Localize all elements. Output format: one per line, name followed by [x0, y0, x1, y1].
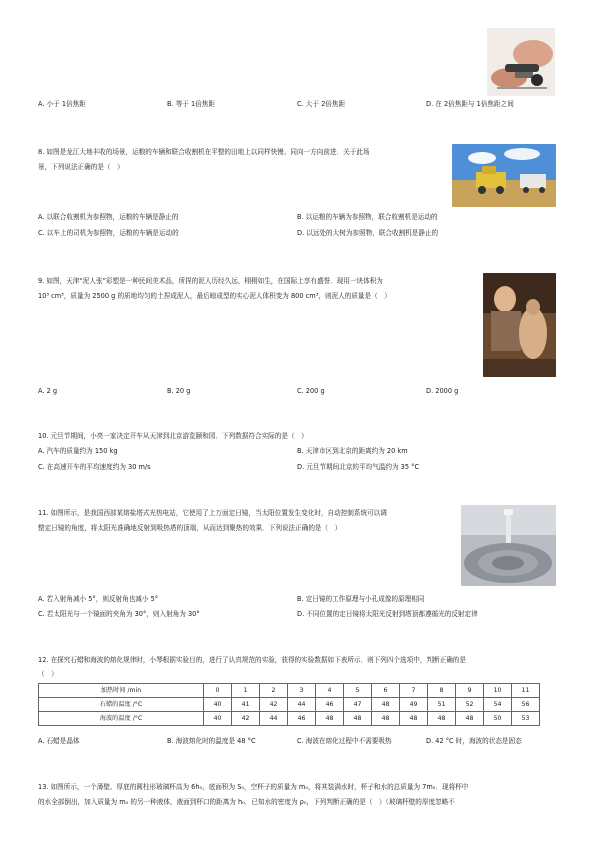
- q12-option-b: B. 海波熔化时的温度是 48 °C: [167, 737, 256, 745]
- q7-option-a: A. 小于 1倍焦距: [38, 100, 86, 108]
- table-cell: 48: [428, 712, 456, 726]
- table-row-header: 海波的温度 /°C: [39, 712, 204, 726]
- q9-option-b: B. 20 g: [167, 387, 191, 395]
- q12-stem-line2: （ ）: [38, 670, 58, 678]
- table-cell: 44: [260, 712, 288, 726]
- q11-solar-tower-photo: [461, 505, 556, 586]
- q11-option-c: C. 若太阳光与一个镜面的夹角为 30°，则入射角为 30°: [38, 610, 200, 618]
- table-cell: 48: [456, 712, 484, 726]
- q11-option-d: D. 不同位置的定日镜将太阳光反射到塔顶都遵循光的反射定律: [297, 610, 478, 618]
- q11-stem-line1: 11. 如图所示，是我国西部某熔盐塔式光热电站，它使用了上万面定日镜，当太阳位置发生变化时，自动控制系统可以调: [38, 509, 387, 517]
- table-cell: 3: [288, 684, 316, 698]
- q12-data-table: [38, 683, 540, 726]
- table-cell: 2: [260, 684, 288, 698]
- q7-option-d: D. 在 2倍焦距与 1倍焦距之间: [426, 100, 514, 108]
- q10-option-a: A. 汽车的质量约为 150 kg: [38, 447, 118, 455]
- table-cell: 42: [260, 698, 288, 712]
- table-cell: 7: [400, 684, 428, 698]
- table-cell: 5: [344, 684, 372, 698]
- table-cell: 48: [344, 712, 372, 726]
- table-cell: 48: [316, 712, 344, 726]
- q8-option-c: C. 以车上的司机为参照物，运粮的车辆是运动的: [38, 229, 179, 237]
- q13-stem-line1: 13. 如图所示，一个薄壁、厚底的圆柱形玻璃杯高为 6h₀，底面积为 S₀，空杯子的质量为 m₀，将其装满水时，杯子和水的总质量为 7m₀．现将杯中: [38, 783, 469, 791]
- q7-option-c: C. 大于 2倍焦距: [297, 100, 346, 108]
- q9-stem-line1: 9. 如图，天津“泥人张”彩塑是一种民间美术品，所捏的泥人历经久远，栩栩如生，在国际上享有盛誉．现用一块体积为: [38, 277, 383, 285]
- table-cell: 56: [512, 698, 540, 712]
- table-row: [39, 698, 540, 712]
- q9-option-d: D. 2000 g: [426, 387, 459, 395]
- q10-stem: 10. 元旦节期间，小亮一家决定开车从天津到北京游览颐和园．下列数据符合实际的是（ ）: [38, 432, 308, 440]
- table-cell: 42: [232, 712, 260, 726]
- q12-option-d: D. 42 °C 时，海波的状态是固态: [426, 737, 522, 745]
- q11-option-a: A. 若入射角减小 5°，则反射角也减小 5°: [38, 595, 159, 603]
- table-cell: 48: [372, 712, 400, 726]
- table-cell: 51: [428, 698, 456, 712]
- q8-option-b: B. 以运粮的车辆为参照物，联合收割机是运动的: [297, 213, 438, 221]
- table-cell: 9: [456, 684, 484, 698]
- table-cell: 48: [400, 712, 428, 726]
- table-cell: 40: [204, 712, 232, 726]
- q12-option-c: C. 海波在熔化过程中不需要吸热: [297, 737, 392, 745]
- table-cell: 49: [400, 698, 428, 712]
- q7-option-b: B. 等于 1倍焦距: [167, 100, 215, 108]
- table-cell: 41: [232, 698, 260, 712]
- q7-photo: [487, 28, 555, 96]
- q9-stem-line2: 10³ cm³，质量为 2500 g 的质地均匀的土捏成泥人，最后晾成型的实心泥人体积变为 800 cm³，则泥人的质量是（ ）: [38, 292, 391, 300]
- table-cell: 6: [372, 684, 400, 698]
- q8-stem-line2: 景，下列说法正确的是（ ）: [38, 163, 124, 171]
- q9-option-c: C. 200 g: [297, 387, 325, 395]
- table-cell: 0: [204, 684, 232, 698]
- table-cell: 1: [232, 684, 260, 698]
- q9-option-a: A. 2 g: [38, 387, 58, 395]
- table-row: [39, 712, 540, 726]
- table-row: [39, 684, 540, 698]
- q8-harvest-photo: [452, 144, 556, 207]
- table-cell: 10: [484, 684, 512, 698]
- q11-option-b: B. 定日镜的工作原理与小孔成像的原理相同: [297, 595, 425, 603]
- table-cell: 40: [204, 698, 232, 712]
- table-cell: 54: [484, 698, 512, 712]
- table-cell: 4: [316, 684, 344, 698]
- table-cell: 53: [512, 712, 540, 726]
- table-cell: 47: [344, 698, 372, 712]
- table-cell: 52: [456, 698, 484, 712]
- q13-stem-line2: 的水全部倒出，加入质量为 m₀ 的另一种液体，液面到杯口的距离为 h₀．已知水的密度为 ρ₀，下列判断正确的是（ ）（玻璃杯壁的厚度忽略不: [38, 798, 455, 806]
- q11-stem-line2: 整定日镜的角度，将太阳光准确地反射到吸热塔的顶端，从而达到聚热的效果．下列说法正确的是（ ）: [38, 524, 342, 532]
- q9-clay-figure-photo: [483, 273, 556, 377]
- q10-option-b: B. 天津市区到北京的距离约为 20 km: [297, 447, 408, 455]
- q10-option-c: C. 在高速开车的平均速度约为 30 m/s: [38, 463, 151, 471]
- table-cell: 46: [288, 712, 316, 726]
- table-cell: 11: [512, 684, 540, 698]
- table-cell: 8: [428, 684, 456, 698]
- table-cell: 50: [484, 712, 512, 726]
- table-cell: 46: [316, 698, 344, 712]
- q12-option-a: A. 石蜡是晶体: [38, 737, 80, 745]
- q10-option-d: D. 元旦节期间北京的平均气温约为 35 °C: [297, 463, 420, 471]
- table-cell: 44: [288, 698, 316, 712]
- table-row-header: 石蜡的温度 /°C: [39, 698, 204, 712]
- table-row-header: 加热时间 /min: [39, 684, 204, 698]
- q8-option-a: A. 以联合收割机为参照物，运粮的车辆是静止的: [38, 213, 179, 221]
- q12-stem-line1: 12. 在探究石蜡和海波的熔化规律时，小琴根据实验目的，进行了认真规范的实验，获得的实验数据如下表所示．则下列四个选项中，判断正确的是: [38, 656, 466, 664]
- q8-stem-line1: 8. 如图是龙江大地丰收的场景，运粮的车辆和联合收割机在平整的田地上以同样快慢、同向一方向前进．关于此场: [38, 148, 370, 156]
- table-cell: 48: [372, 698, 400, 712]
- q8-option-d: D. 以远处的大树为参照物，联合收割机是静止的: [297, 229, 439, 237]
